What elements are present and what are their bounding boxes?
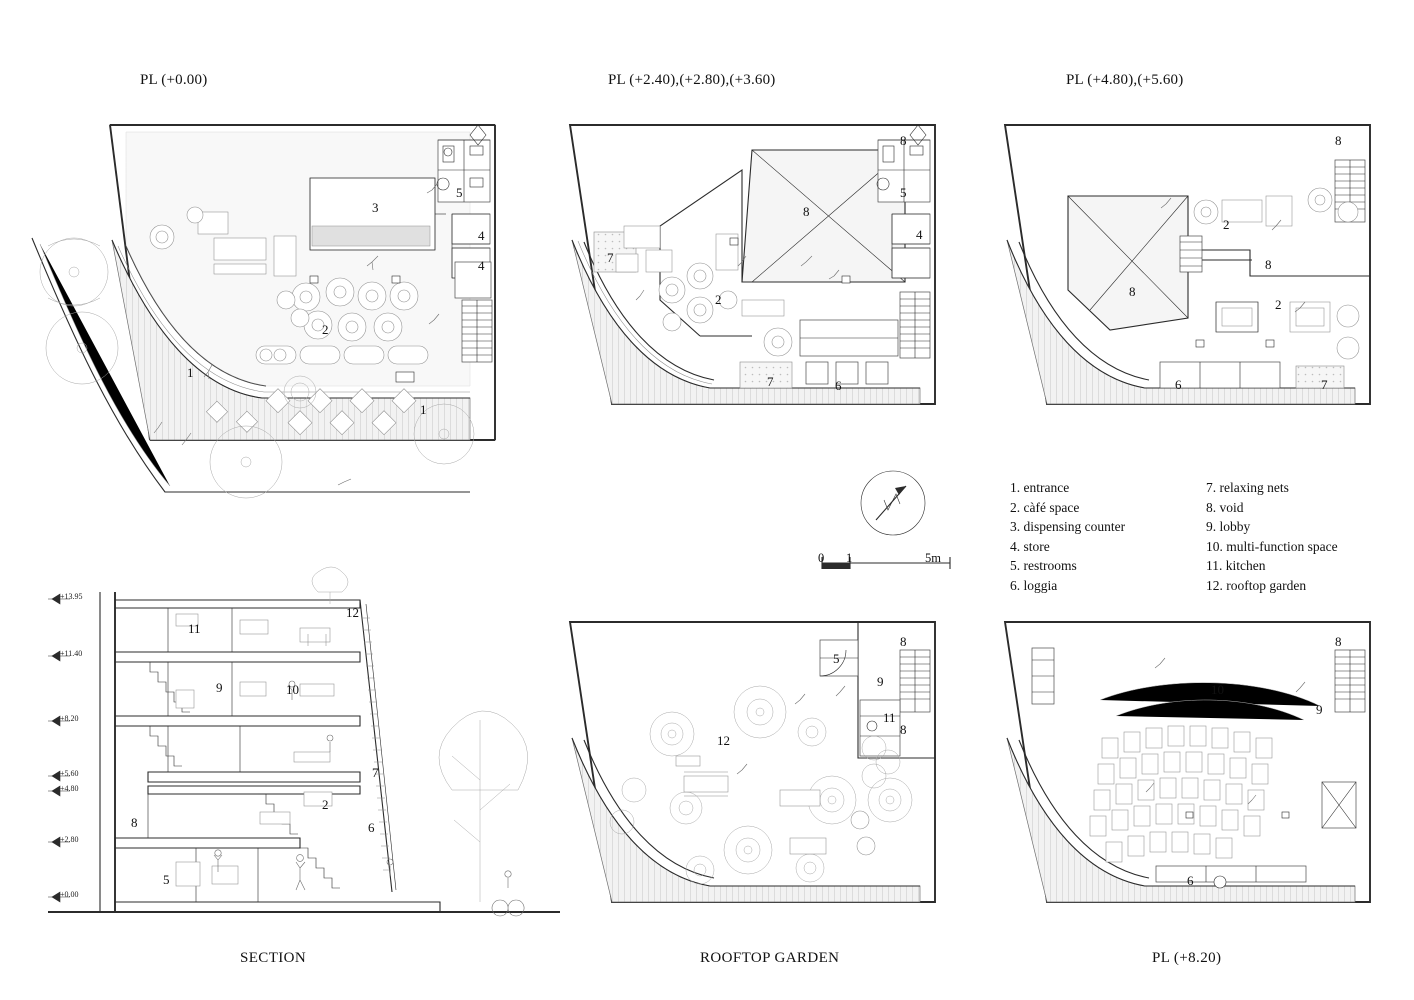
legend-item-12: 12. rooftop garden <box>1206 577 1307 593</box>
room-number-2-ground: 2 <box>322 322 329 337</box>
section-number-5: 5 <box>163 872 170 887</box>
room-number-8-upper-top: 8 <box>1335 133 1342 148</box>
rooftop-number-11: 11 <box>883 710 896 725</box>
rooftop-number-8b: 8 <box>900 722 907 737</box>
room-number-8-upper-void: 8 <box>1129 284 1136 299</box>
section-number-9: 9 <box>216 680 223 695</box>
room-number-7-mid-b: 7 <box>767 374 774 389</box>
room-number-2-mid: 2 <box>715 292 722 307</box>
legend-item-4: 4. store <box>1010 538 1050 554</box>
section-number-12: 12 <box>346 605 359 620</box>
north-arrow <box>861 471 925 535</box>
legend-column-left <box>1010 478 1210 596</box>
level-label-820: +8.20 <box>60 714 79 723</box>
rooftop-number-9: 9 <box>877 674 884 689</box>
room-number-1b: 1 <box>420 402 427 417</box>
stair-820 <box>1335 650 1365 712</box>
plan820-number-6: 6 <box>1187 873 1194 888</box>
room-number-7-upper: 7 <box>1321 377 1328 392</box>
section-number-8: 8 <box>131 815 138 830</box>
scale-tick-0: 0 <box>818 551 825 565</box>
section-number-2: 2 <box>322 797 329 812</box>
legend-item-7: 7. relaxing nets <box>1206 480 1289 495</box>
plan-rooftop-garden <box>570 622 935 902</box>
plan-title-upper: PL (+4.80),(+5.60) <box>1066 72 1184 88</box>
scale-tick-5m: 5m <box>925 551 941 565</box>
room-number-8-mid-void: 8 <box>803 204 810 219</box>
legend-item-10: 10. multi-function space <box>1206 538 1338 554</box>
room-number-2-upper-b: 2 <box>1275 297 1282 312</box>
room-number-5: 5 <box>456 185 463 200</box>
stair-mid <box>900 292 930 358</box>
room-number-4a: 4 <box>478 228 485 243</box>
plan820-number-9: 9 <box>1316 702 1323 717</box>
room-number-6-mid: 6 <box>835 378 842 393</box>
plan-caption-820: PL (+8.20) <box>1152 950 1222 966</box>
rooftop-number-5: 5 <box>833 651 840 666</box>
auditorium-seats <box>1090 726 1272 862</box>
stair-ground <box>462 300 492 362</box>
room-number-5-mid: 5 <box>900 185 907 200</box>
level-label-000: +0.00 <box>60 890 79 899</box>
legend-item-2: 2. càfé space <box>1010 499 1080 515</box>
legend-item-3: 3. dispensing counter <box>1010 519 1126 535</box>
section-number-7: 7 <box>372 765 379 780</box>
plan-ground-floor <box>32 125 495 498</box>
legend-item-9: 9. lobby <box>1206 519 1251 535</box>
legend-item-1: 1. entrance <box>1010 480 1070 495</box>
room-number-1a: 1 <box>187 365 194 380</box>
level-label-280: +2.80 <box>60 835 79 844</box>
plan-caption-section: SECTION <box>240 950 307 966</box>
room-number-7-mid: 7 <box>607 250 614 265</box>
scale-tick-1: 1 <box>846 551 853 565</box>
plan-mid-floor <box>570 125 935 404</box>
room-number-8-upper-b: 8 <box>1265 257 1272 272</box>
plan-820 <box>1005 622 1370 902</box>
section-number-6: 6 <box>368 820 375 835</box>
level-label-1140: +11.40 <box>60 649 83 658</box>
section-level-marks <box>48 594 70 902</box>
legend-item-11: 11. kitchen <box>1206 558 1266 574</box>
legend-column-right <box>1206 478 1406 596</box>
legend-item-5: 5. restrooms <box>1010 558 1077 574</box>
room-number-4-mid: 4 <box>916 227 923 242</box>
level-label-560: +5.60 <box>60 769 79 778</box>
section-number-10: 10 <box>286 682 299 697</box>
section-number-11: 11 <box>188 621 201 636</box>
plan-title-ground: PL (+0.00) <box>140 72 208 88</box>
room-number-2-upper-a: 2 <box>1223 217 1230 232</box>
rooftop-number-8a: 8 <box>900 634 907 649</box>
level-label-480: +4.80 <box>60 784 79 793</box>
plan-upper-floor <box>1005 125 1370 404</box>
section-drawing <box>48 567 560 916</box>
plan820-number-8: 8 <box>1335 634 1342 649</box>
legend-item-6: 6. loggia <box>1010 577 1058 593</box>
plan-caption-rooftop: ROOFTOP GARDEN <box>700 950 840 966</box>
level-label-1395: +13.95 <box>60 592 83 601</box>
room-number-3: 3 <box>372 200 379 215</box>
legend-item-8: 8. void <box>1206 499 1244 515</box>
plan-title-mid: PL (+2.40),(+2.80),(+3.60) <box>608 72 776 88</box>
room-number-4b: 4 <box>478 258 485 273</box>
room-number-6-upper: 6 <box>1175 377 1182 392</box>
room-number-8-mid-top: 8 <box>900 133 907 148</box>
plan820-number-10: 10 <box>1211 682 1224 697</box>
rooftop-number-12: 12 <box>717 733 730 748</box>
stair-rooftop <box>900 650 930 712</box>
